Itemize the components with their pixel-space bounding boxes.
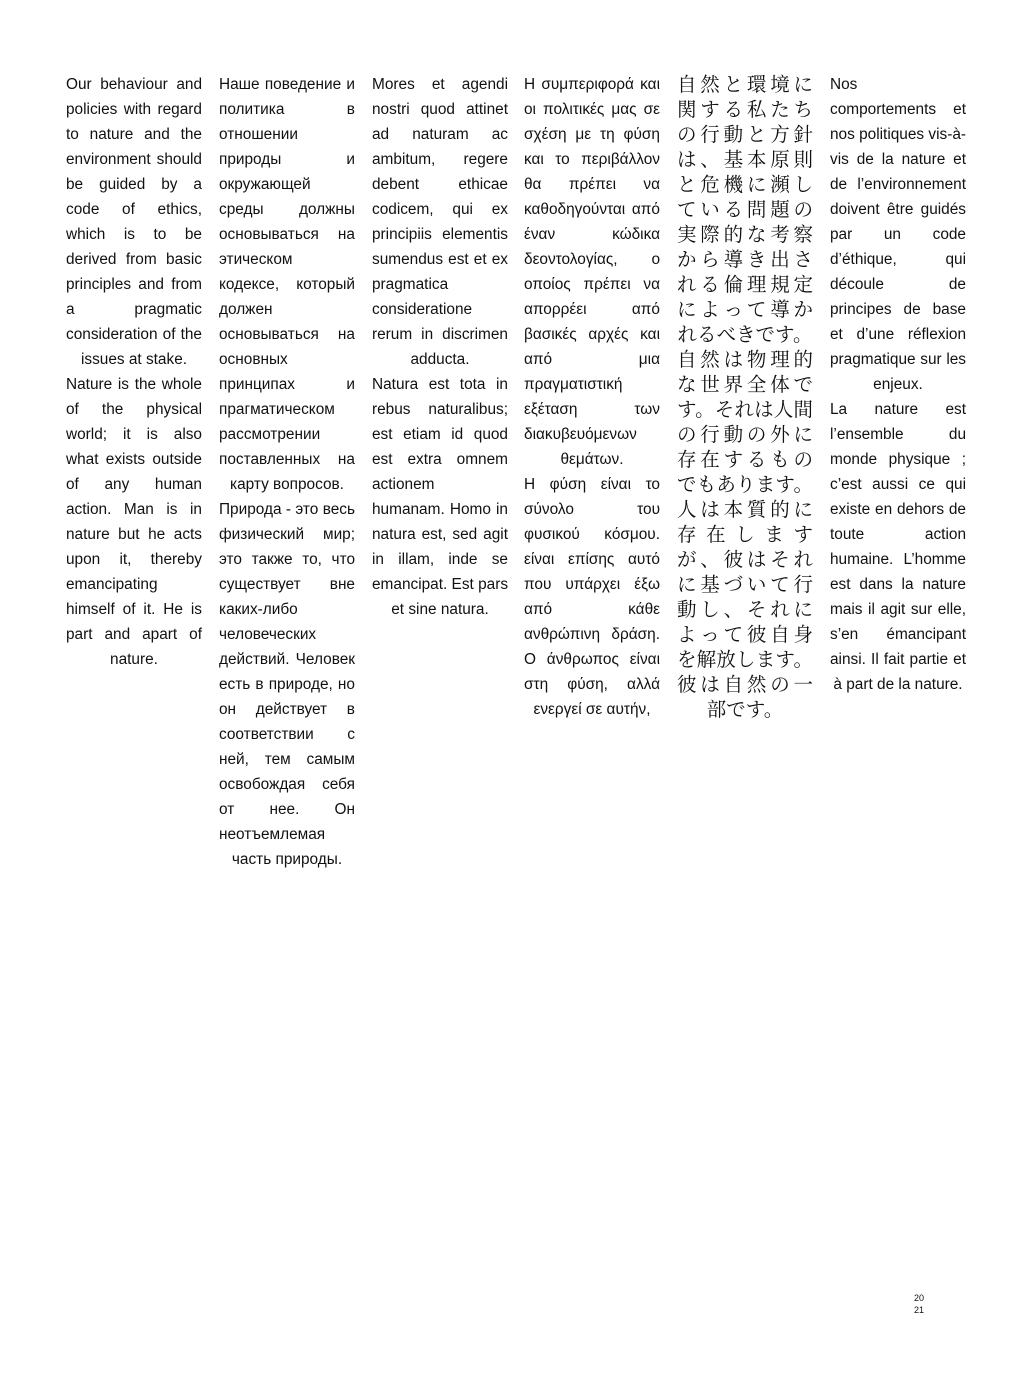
russian-column [219, 72, 355, 872]
page-number-line-2: 21 [914, 1305, 925, 1315]
english-column [66, 72, 202, 672]
japanese-column [677, 72, 813, 722]
french-column [830, 72, 966, 697]
latin-paragraph-2: Natura est tota in rebus naturalibus; est etiam id quod est extra omnem actionem humanam. Homo in natura est, sed agit in illam, inde se emancipat. Est pars et sine natura. [372, 376, 509, 618]
french-paragraph-2: La nature est l’ensemble du monde physique ; c’est aussi ce qui existe en dehors de toute action humaine. L’homme est dans la nature mais il agit sur elle, s’en émancipant ainsi. Il fait partie et à part de la nature. [830, 401, 966, 693]
greek-column [524, 72, 660, 722]
latin-column [372, 72, 508, 622]
japanese-paragraph-2: 自然は物理的な世界全体です。それは人間の行動の外に存在するものでもあります。人は本質的に存在しますが、彼はそれに基づいて行動し、それによって彼自身を解放します。彼は自然の一部です。 [677, 348, 813, 721]
page-number-line-1: 20 [914, 1293, 925, 1303]
russian-paragraph-2: Природа - это весь физический мир; это также то, что существует вне каких-либо человеческих действий. Человек есть в природе, но он действует в соответствии с ней, тем самым освобождая себя от нее. Он неотъемлемая часть природы. [219, 501, 355, 868]
english-paragraph-1: Our behaviour and policies with regard to nature and the environment should be guided by a code of ethics, which is to be derived from basic principles and from a pragmatic consideration of the issues at stake. [66, 76, 202, 368]
page-number [914, 1292, 924, 1316]
greek-paragraph-1: Η συμπεριφορά και οι πολιτικές μας σε σχέση με τη φύση και το περιβάλλον θα πρέπει να καθοδηγούνται από έναν κώδικα δεοντολογίας, ο οποίος πρέπει να απορρέει από βασικές αρχές και από μια πραγματιστική εξέταση των διακυβευόμενων θεμάτων. [524, 76, 660, 468]
french-paragraph-1: Nos comportements et nos politiques vis-à-vis de la nature et de l’environnement doivent être guidés par un code d’éthique, qui découle de principes de base et d’une réflexion pragmatique sur les enjeux. [830, 76, 967, 393]
latin-paragraph-1: Mores et agendi nostri quod attinet ad naturam ac ambitum, regere debent ethicae codicem, qui ex principiis elementis sumendus est et ex pragmatica consideratione rerum in discrimen adducta. [372, 76, 508, 368]
japanese-paragraph-1: 自然と環境に関する私たちの行動と方針は、基本原則と危機に瀕している問題の実際的な考察から導き出される倫理規定によって導かれるべきです。 [677, 73, 813, 346]
greek-paragraph-2: Η φύση είναι το σύνολο του φυσικού κόσμου. είναι επίσης αυτό που υπάρχει έξω από κάθε ανθρώπινη δράση. Ο άνθρωπος είναι στη φύση, αλλά ενεργεί σε αυτήν, [524, 476, 660, 718]
russian-paragraph-1: Наше поведение и политика в отношении природы и окружающей среды должны основываться на этическом кодексе, который должен основываться на основных принципах и прагматическом рассмотрении поставленных на карту вопросов. [219, 76, 355, 493]
english-paragraph-2: Nature is the whole of the physical world; it is also what exists outside of any human action. Man is in nature but he acts upon it, thereby emancipating himself of it. He is part and apart of nature. [66, 376, 202, 668]
